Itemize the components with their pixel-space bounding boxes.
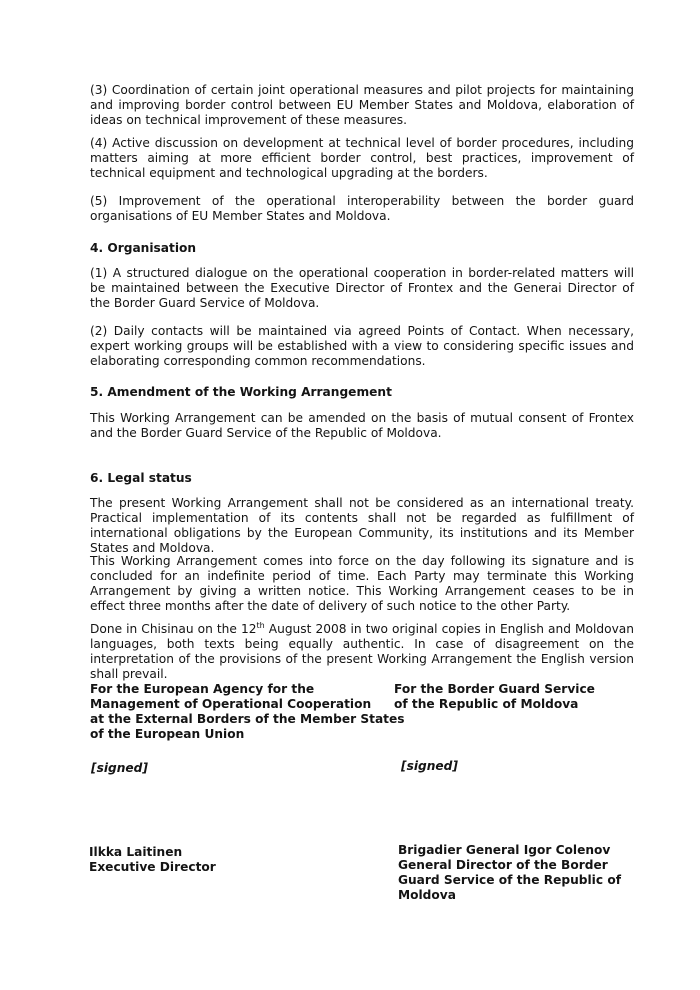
list-item-4: (4) Active discussion on development at technical level of border procedures, including matters aiming at more efficient border control, best practices, improvement of technical equipment and technological upgrading at the borders. xyxy=(90,136,634,180)
organisation-paragraph-1: (1) A structured dialogue on the operational cooperation in border-related matters will be maintained between the Executive Director of Frontex and the Generai Director of the Border Guard Service of Moldova. xyxy=(90,266,634,310)
section-heading-organisation: 4. Organisation xyxy=(90,241,197,255)
signatory-right-name: Brigadier General Igor Colenov General Director of the Border Guard Service of the Republic of Moldova xyxy=(398,843,621,902)
signed-left: [signed] xyxy=(91,761,148,775)
list-item-3: (3) Coordination of certain joint operational measures and pilot projects for maintaining and improving border control between EU Member States and Moldova, elaboration of ideas on technical improvement of these measures. xyxy=(90,83,634,127)
legal-status-paragraph-1: The present Working Arrangement shall not be considered as an international treaty. Practical implementation of its contents shall not be regarded as fulfillment of international obligations by the European Community, its institutions and its Member States and Moldova. xyxy=(90,496,634,555)
done-text-end: August 2008 in two original copies in English and Moldovan languages, both texts being equally authentic. In case of disagreement on the interpretation of the provisions of the present Working Arrangement the English version shall prevail. xyxy=(90,622,634,681)
amendment-paragraph: This Working Arrangement can be amended on the basis of mutual consent of Frontex and the Border Guard Service of the Republic of Moldova. xyxy=(90,411,634,440)
day-ordinal-suffix: th xyxy=(256,620,265,630)
list-item-5: (5) Improvement of the operational interoperability between the border guard organisations of EU Member States and Moldova. xyxy=(90,194,634,223)
section-heading-amendment: 5. Amendment of the Working Arrangement xyxy=(90,385,392,399)
done-text-start: Done in Chisinau on the 12 xyxy=(90,622,257,636)
done-in-paragraph xyxy=(90,622,634,682)
signatory-left-name: Ilkka Laitinen Executive Director xyxy=(89,845,216,874)
signatory-left-party: For the European Agency for the Management of Operational Cooperation at the External Borders of the Member States of the European Union xyxy=(90,682,405,741)
section-heading-legal-status: 6. Legal status xyxy=(90,471,192,485)
signed-right: [signed] xyxy=(401,759,458,773)
organisation-paragraph-2: (2) Daily contacts will be maintained via agreed Points of Contact. When necessary, expert working groups will be established with a view to considering specific issues and elaborating corresponding common recommendations. xyxy=(90,324,634,368)
signatory-right-party: For the Border Guard Service of the Republic of Moldova xyxy=(394,682,595,711)
legal-status-paragraph-2: This Working Arrangement comes into force on the day following its signature and is concluded for an indefinite period of time. Each Party may terminate this Working Arrangement by giving a written notice. This Working Arrangement ceases to be in effect three months after the date of delivery of such notice to the other Party. xyxy=(90,554,634,613)
